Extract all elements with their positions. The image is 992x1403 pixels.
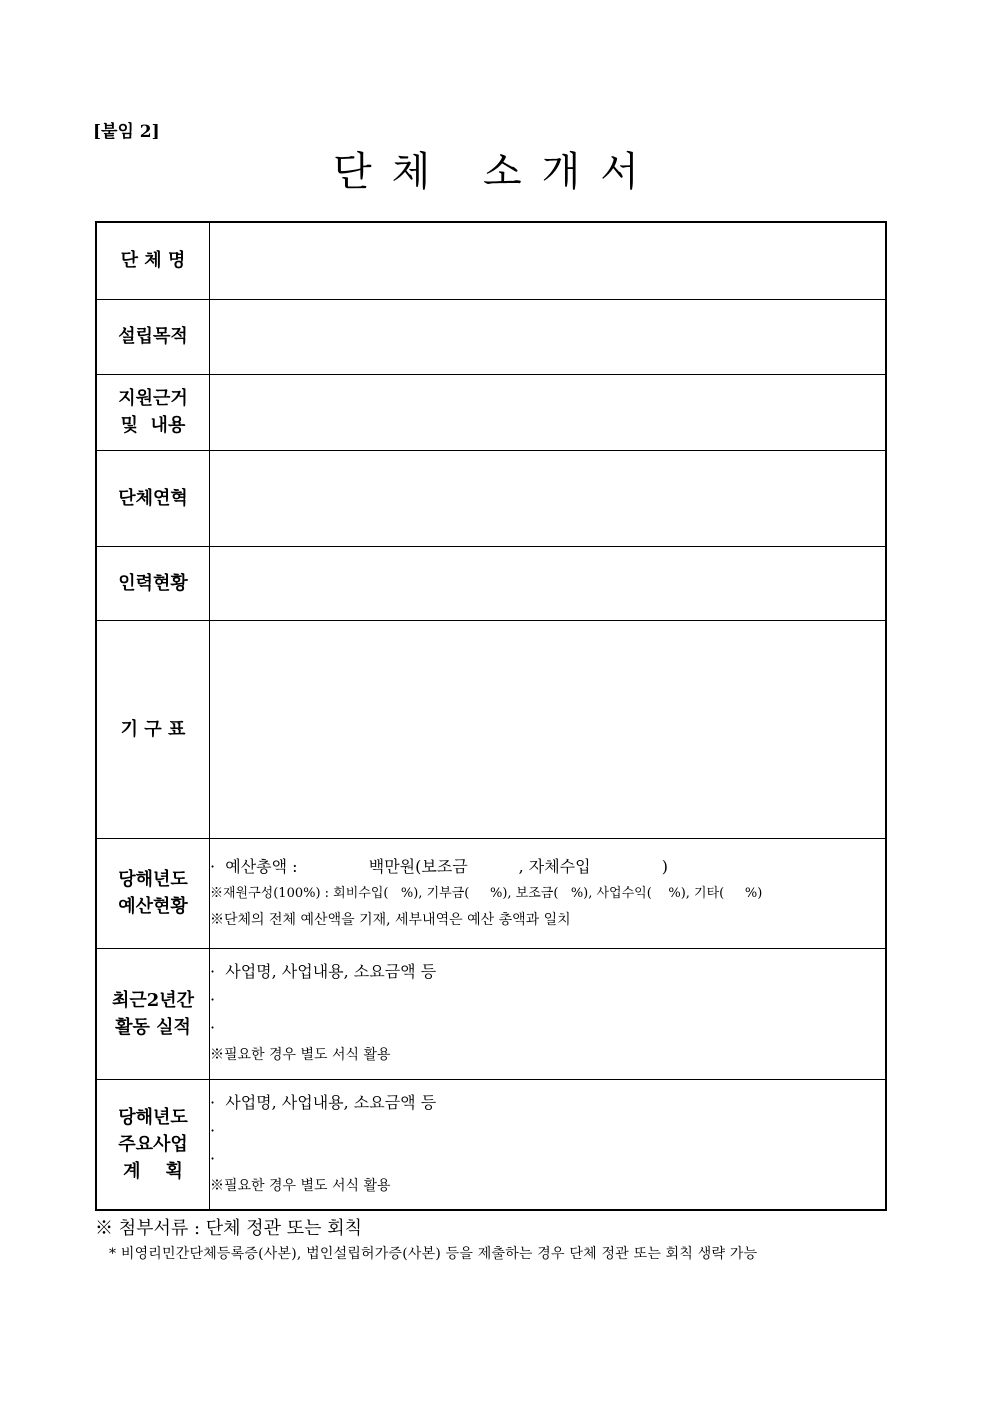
organization-intro-form	[95, 221, 887, 1211]
field-plan[interactable]	[210, 1079, 887, 1210]
label-recent	[96, 948, 210, 1079]
field-name[interactable]	[210, 222, 887, 299]
row-staff	[96, 546, 886, 620]
recent-line3: ·	[210, 1018, 216, 1037]
field-support[interactable]	[210, 374, 887, 450]
budget-composition-line: ※재원구성(100%) : 회비수입( %), 기부금( %), 보조금( %), 사업수익( %), 기타( %)	[210, 885, 763, 901]
field-recent[interactable]	[210, 948, 887, 1079]
page-title: 단체 소개서	[333, 149, 659, 195]
label-staff: 인력현황	[96, 546, 210, 620]
label-budget-line1: 당해년도	[118, 869, 188, 890]
field-purpose[interactable]	[210, 299, 887, 374]
label-budget	[96, 838, 210, 948]
plan-note: ※필요한 경우 별도 서식 활용	[210, 1177, 391, 1194]
label-plan-line2: 주요사업	[118, 1133, 188, 1155]
label-plan	[96, 1079, 210, 1210]
label-plan-line3: 계 획	[123, 1160, 183, 1182]
label-name: 단 체 명	[96, 222, 210, 299]
field-staff[interactable]	[210, 546, 887, 620]
recent-note: ※필요한 경우 별도 서식 활용	[210, 1047, 391, 1063]
label-support-line2: 및 내용	[120, 415, 186, 436]
label-recent-line2: 활동 실적	[115, 1016, 191, 1038]
label-plan-line1: 당해년도	[118, 1106, 188, 1128]
row-recent	[96, 948, 886, 1079]
plan-line2: ·	[210, 1120, 216, 1140]
row-support	[96, 374, 886, 450]
label-support-line1: 지원근거	[118, 388, 188, 409]
row-plan	[96, 1079, 886, 1210]
row-orgchart	[96, 620, 886, 838]
row-purpose	[96, 299, 886, 374]
attachments-note: ※ 첨부서류 : 단체 정관 또는 회칙	[95, 1218, 363, 1239]
plan-line1: · 사업명, 사업내용, 소요금액 등	[210, 1092, 437, 1112]
row-history	[96, 450, 886, 546]
row-budget	[96, 838, 886, 948]
label-orgchart: 기 구 표	[96, 620, 210, 838]
attachment-label: [붙임 2]	[93, 122, 160, 142]
field-orgchart[interactable]	[210, 620, 887, 838]
field-history[interactable]	[210, 450, 887, 546]
recent-line2: ·	[210, 990, 216, 1009]
label-budget-line2: 예산현황	[118, 896, 188, 917]
row-name	[96, 222, 886, 299]
field-budget[interactable]	[210, 838, 887, 948]
budget-total-line: · 예산총액 : 백만원(보조금 , 자체수입 )	[210, 856, 669, 876]
budget-note-line: ※단체의 전체 예산액을 기재, 세부내역은 예산 총액과 일치	[210, 911, 571, 928]
label-recent-line1: 최근2년간	[111, 989, 195, 1011]
attachments-exception-note: * 비영리민간단체등록증(사본), 법인설립허가증(사본) 등을 제출하는 경우 단체 정관 또는 회칙 생략 가능	[109, 1246, 758, 1262]
label-purpose: 설립목적	[96, 299, 210, 374]
label-support	[96, 374, 210, 450]
label-history: 단체연혁	[96, 450, 210, 546]
recent-line1: · 사업명, 사업내용, 소요금액 등	[210, 962, 437, 981]
plan-line3: ·	[210, 1148, 216, 1168]
